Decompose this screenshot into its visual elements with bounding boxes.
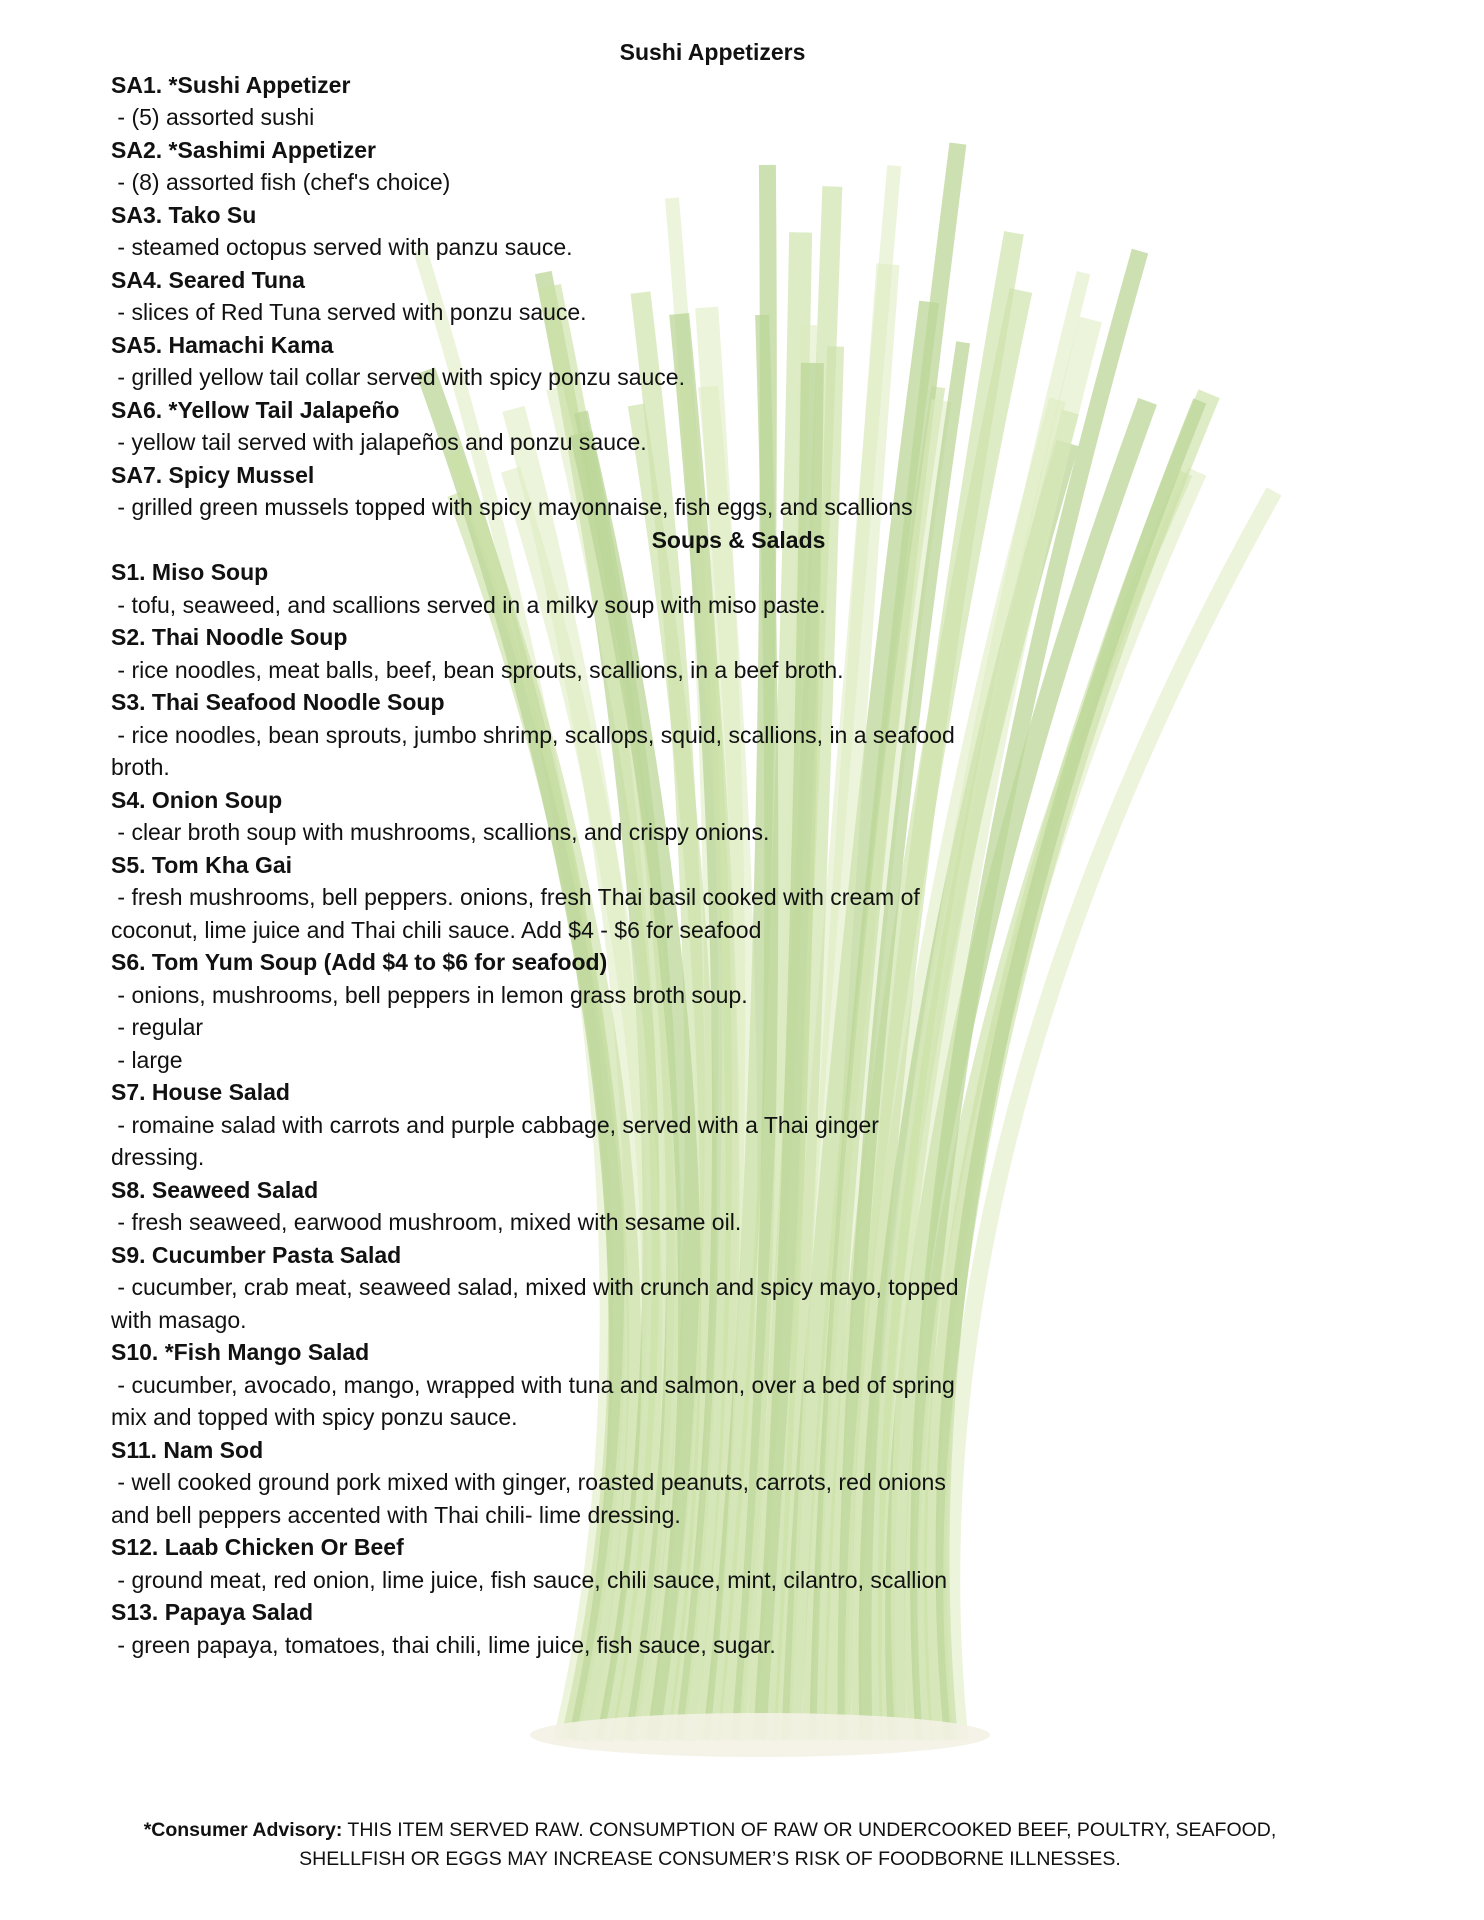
item-description: - fresh seaweed, earwood mushroom, mixed with sesame oil. (111, 1209, 742, 1235)
menu-item-sa7 (111, 459, 1351, 524)
item-name: S7. House Salad (111, 1079, 290, 1105)
menu-item-s12 (111, 1531, 1351, 1596)
item-name: S4. Onion Soup (111, 786, 283, 813)
item-description: - rice noodles, bean sprouts, jumbo shrimp, scallops, squid, scallions, in a seafood broth. (111, 721, 962, 780)
menu-item-sa5 (111, 329, 1351, 394)
menu-item-s11 (111, 1434, 1351, 1532)
item-name: SA1. *Sushi Appetizer (111, 71, 351, 98)
item-name: S13. Papaya Salad (111, 1599, 314, 1625)
item-name: S5. Tom Kha Gai (111, 851, 293, 878)
item-description: - clear broth soup with mushrooms, scallions, and crispy onions. (111, 819, 770, 845)
section-title-sushi-appetizers: Sushi Appetizers (619, 39, 806, 65)
item-description: - romaine salad with carrots and purple cabbage, served with a Thai ginger dressing. (111, 1111, 886, 1170)
item-name: S1. Miso Soup (111, 559, 269, 585)
item-name: S2. Thai Noodle Soup (111, 624, 348, 650)
item-description: - steamed octopus served with panzu sauce. (111, 234, 573, 260)
menu-item-s13 (111, 1596, 1351, 1661)
menu-item-s4 (111, 784, 1351, 849)
item-name: S8. Seaweed Salad (111, 1176, 319, 1203)
menu-item-s10 (111, 1336, 1351, 1434)
menu-item-s1 (111, 556, 1351, 621)
item-name: SA2. *Sashimi Appetizer (111, 136, 377, 163)
menu-item-s5 (111, 849, 1351, 947)
lemongrass-base (530, 1713, 990, 1757)
item-option-regular: - regular (111, 1014, 204, 1040)
menu-item-s2 (111, 621, 1351, 686)
menu-item-s8 (111, 1174, 1351, 1239)
item-description: - yellow tail served with jalapeños and ponzu sauce. (111, 429, 647, 455)
item-name: S11. Nam Sod (111, 1436, 264, 1463)
advisory-label: *Consumer Advisory: (143, 1819, 343, 1841)
item-name: S3. Thai Seafood Noodle Soup (111, 689, 445, 715)
item-option-large: - large (111, 1046, 183, 1073)
section-title-soups-salads: Soups & Salads (651, 526, 826, 553)
menu-item-sa1 (111, 69, 1351, 134)
item-description: - rice noodles, meat balls, beef, bean sprouts, scallions, in a beef broth. (111, 656, 844, 683)
menu-item-sa2 (111, 134, 1351, 199)
item-description: - ground meat, red onion, lime juice, fish sauce, chili sauce, mint, cilantro, scallion (111, 1566, 948, 1593)
item-name: SA5. Hamachi Kama (111, 331, 334, 358)
section-sushi-appetizers (111, 36, 1351, 524)
menu-item-s3 (111, 686, 1351, 784)
item-description: - tofu, seaweed, and scallions served in a milky soup with miso paste. (111, 591, 826, 618)
item-description: - cucumber, avocado, mango, wrapped with tuna and salmon, over a bed of spring mix and topped with spicy ponzu sauce. (111, 1371, 962, 1430)
item-name: SA7. Spicy Mussel (111, 461, 315, 488)
consumer-advisory (100, 1816, 1320, 1874)
item-description: - onions, mushrooms, bell peppers in lemon grass broth soup. (111, 981, 748, 1008)
item-name: SA3. Tako Su (111, 201, 257, 228)
section-soups-salads (111, 524, 1351, 1662)
item-name: S10. *Fish Mango Salad (111, 1339, 370, 1365)
menu-item-sa3 (111, 199, 1351, 264)
menu-item-s6 (111, 946, 1351, 1076)
menu-item-sa4 (111, 264, 1351, 329)
menu-item-s9 (111, 1239, 1351, 1337)
item-description: - (8) assorted fish (chef's choice) (111, 169, 451, 195)
menu-item-s7 (111, 1076, 1351, 1174)
item-name: S6. Tom Yum Soup (Add $4 to $6 for seafood) (111, 949, 608, 975)
advisory-text: THIS ITEM SERVED RAW. CONSUMPTION OF RAW OR UNDERCOOKED BEEF, POULTRY, SEAFOOD, SHELLFISH OR EGGS MAY INCREASE CONSUMER’S RISK OF FOODBORNE ILLNESSES. (299, 1819, 1277, 1870)
menu-page (111, 36, 1351, 1661)
item-description: - slices of Red Tuna served with ponzu sauce. (111, 299, 587, 325)
item-name: SA4. Seared Tuna (111, 266, 305, 293)
menu-item-sa6 (111, 394, 1351, 459)
item-description: - green papaya, tomatoes, thai chili, lime juice, fish sauce, sugar. (111, 1631, 776, 1658)
item-name: S9. Cucumber Pasta Salad (111, 1241, 402, 1268)
item-description: - grilled green mussels topped with spicy mayonnaise, fish eggs, and scallions (111, 494, 913, 520)
item-description: - cucumber, crab meat, seaweed salad, mixed with crunch and spicy mayo, topped with masago. (111, 1274, 965, 1333)
item-description: - grilled yellow tail collar served with spicy ponzu sauce. (111, 364, 685, 390)
item-description: - fresh mushrooms, bell peppers. onions, fresh Thai basil cooked with cream of coconut, lime juice and Thai chili sauce. Add $4 - $6 for seafood (111, 884, 927, 943)
item-description: - (5) assorted sushi (111, 104, 315, 130)
item-description: - well cooked ground pork mixed with ginger, roasted peanuts, carrots, red onions and bell peppers accented with Thai chili- lime dressing. (111, 1469, 953, 1528)
item-name: SA6. *Yellow Tail Jalapeño (111, 396, 400, 423)
item-name: S12. Laab Chicken Or Beef (111, 1534, 404, 1560)
